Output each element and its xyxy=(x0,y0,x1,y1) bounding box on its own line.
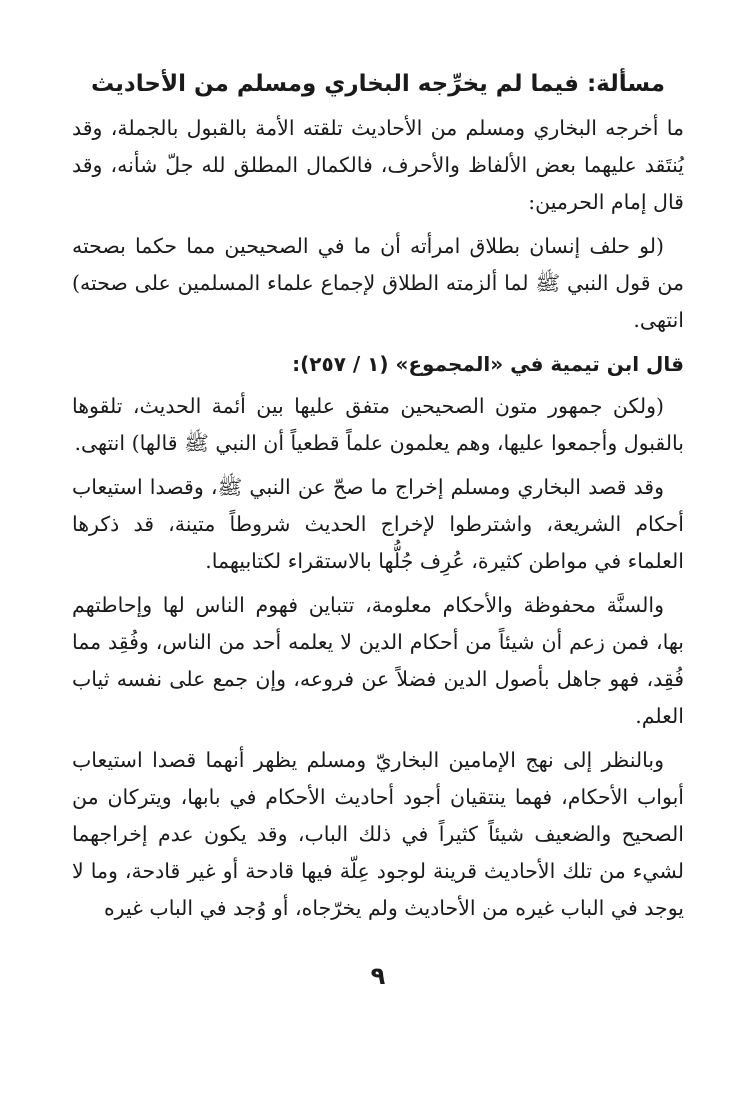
quote-imam-haramayn: (لو حلف إنسان بطلاق امرأته أن ما في الصحيحين مما حكما بصحته من قول النبي ﷺ لما ألزمته الطلاق لإجماع علماء المسلمين على صحته) انتهى. xyxy=(72,234,684,332)
paragraph-intent: وقد قصد البخاري ومسلم إخراج ما صحّ عن النبي ﷺ، وقصدا استيعاب أحكام الشريعة، واشترطوا لإخراج الحديث شروطاً متينة، قد ذكرها العلماء في مواطن كثيرة، عُرِف جُلُّها بالاستقراء لكتابيهما. xyxy=(72,475,684,573)
page-number: ٩ xyxy=(370,962,386,990)
paragraph-sunnah: والسنَّة محفوظة والأحكام معلومة، تتباين فهوم الناس لها وإحاطتهم بها، فمن زعم أن شيئاً من أحكام الدين لا يعلمه أحد من الناس، وفُقِد مما فُقِد، فهو جاهل بأصول الدين فضلاً عن فروعه، وإن جمع على نفسه ثياب العلم. xyxy=(72,593,684,728)
ibn-taymiyyah-citation: قال ابن تيمية في «المجموع» (١ / ٢٥٧): xyxy=(292,352,684,376)
page-body xyxy=(72,64,684,934)
paragraph-intro: ما أخرجه البخاري ومسلم من الأحاديث تلقته الأمة بالقبول بالجملة، وقد يُنتَقد عليهما بعض الألفاظ والأحرف، فالكمال المطلق لله جلّ شأنه، وقد قال إمام الحرمين: xyxy=(72,116,684,214)
section-heading: مسألة: فيما لم يخرِّجه البخاري ومسلم من الأحاديث xyxy=(90,71,666,97)
quote-ibn-taymiyyah: (ولكن جمهور متون الصحيحين متفق عليها بين أئمة الحديث، تلقوها بالقبول وأجمعوا عليها، وهم يعلمون علماً قطعياً أن النبي ﷺ قالها) انتهى. xyxy=(72,394,684,455)
paragraph-approach: وبالنظر إلى نهج الإمامين البخاريّ ومسلم يظهر أنهما قصدا استيعاب أبواب الأحكام، فهما ينتقيان أجود أحاديث الأحكام في بابها، ويتركان من الصحيح والضعيف شيئاً كثيراً في ذلك الباب، وقد يكون عدم إخراجهما لشيء من تلك الأحاديث قرينة لوجود عِلّة فيها قادحة أو غير قادحة، وما لا يوجد في الباب غيره من الأحاديث ولم يخرّجاه، أو وُجد في الباب غيره xyxy=(72,748,684,920)
